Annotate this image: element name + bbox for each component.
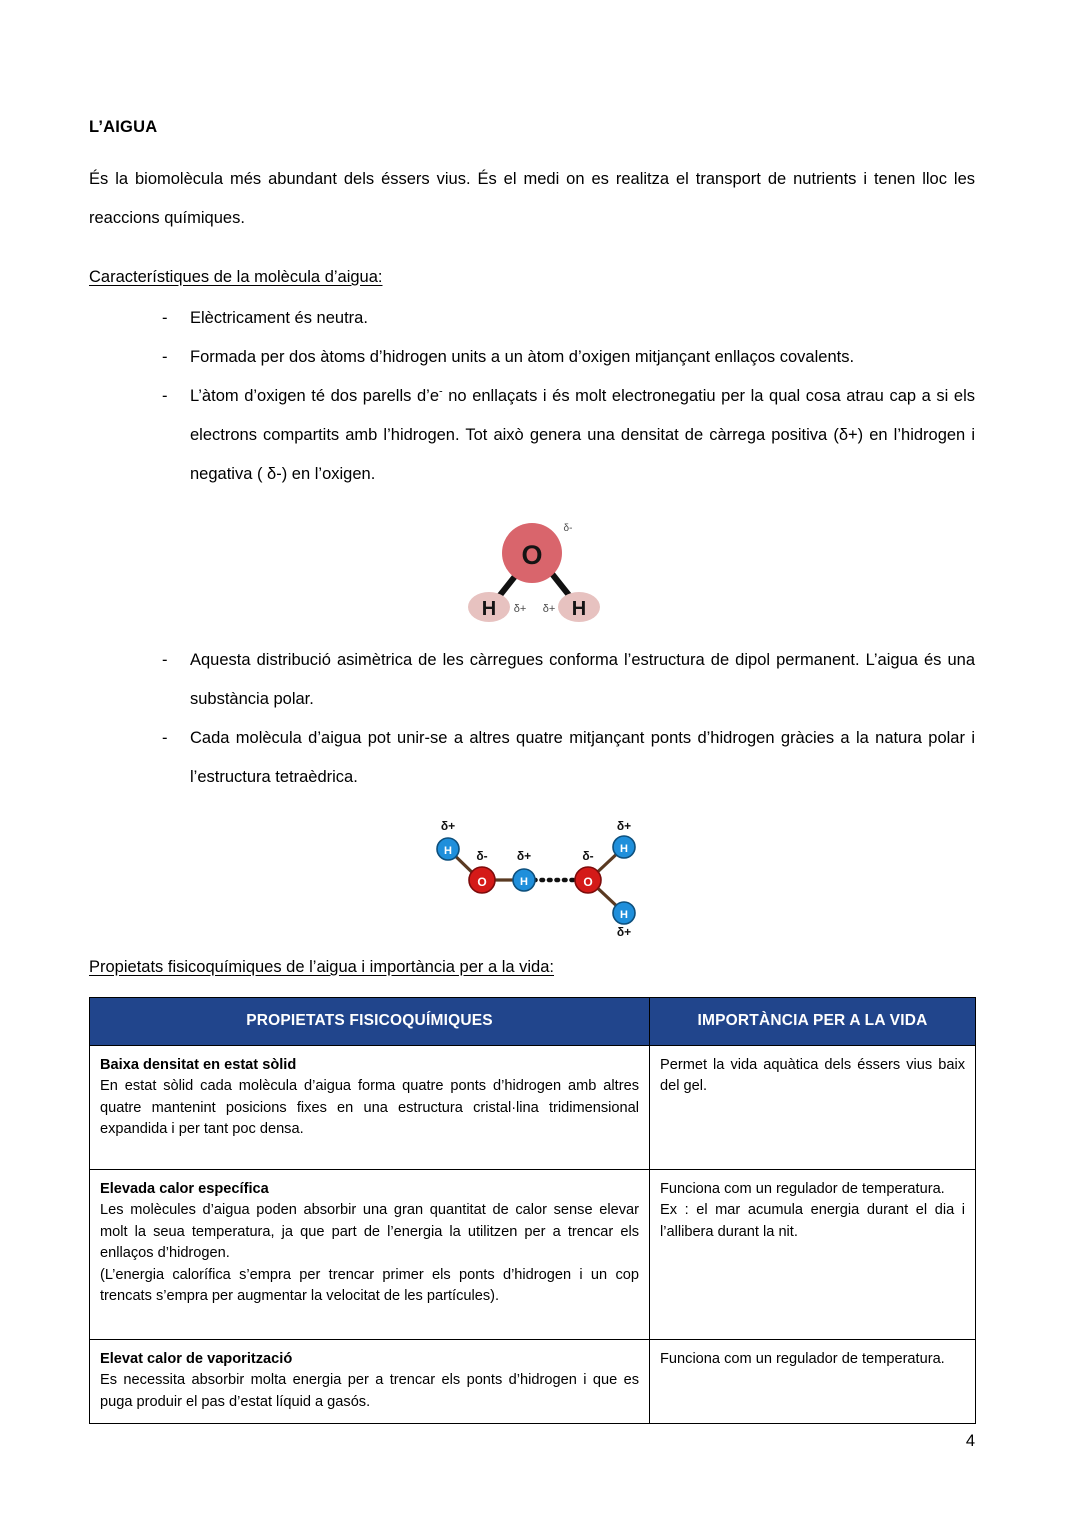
properties-heading xyxy=(89,948,975,987)
properties-table xyxy=(89,997,976,1425)
importance-line: Permet la vida aquàtica dels éssers vius baix del gel. xyxy=(660,1056,965,1095)
hydrogen-label-right: H xyxy=(571,597,587,620)
properties-heading-text: Propietats fisicoquímiques de l’aigua i importància per a la vida: xyxy=(89,957,554,976)
characteristics-heading xyxy=(89,258,975,297)
importance-line: Funciona com un regulador de temperatura. xyxy=(660,1180,945,1197)
list-item xyxy=(89,338,975,377)
table-header-row xyxy=(90,997,976,1045)
list-item xyxy=(89,641,975,719)
bullet-marker: - xyxy=(162,650,168,669)
table-row xyxy=(90,1169,976,1339)
table-head xyxy=(90,997,976,1045)
property-body: Es necessita absorbir molta energia per a trencar els ponts d’hidrogen i que es puga produir el pas d’estat líquid a gasós. xyxy=(100,1372,639,1410)
bullet-marker: - xyxy=(162,347,168,366)
water-molecule-svg xyxy=(458,508,606,630)
bullet-marker: - xyxy=(162,308,168,327)
hydrogen-bond-figure-container xyxy=(89,819,975,944)
page-title: L’AIGUA xyxy=(89,118,158,136)
electroneg-part1: L’àtom d’oxigen té dos parells d’e xyxy=(190,386,439,405)
intro-paragraph: És la biomolècula més abundant dels éssers vius. És el medi on es realitza el transport de nutrients i tenen lloc les reaccions químiques. xyxy=(89,169,975,227)
property-title: Elevat calor de vaporització xyxy=(100,1350,293,1367)
electroneg-part2: no enllaçats i és molt electronegatiu per la qual cosa atrau cap a si els electrons compartits amb l’hidrogen. Tot això genera una densitat de càrrega positiva (δ+) en l’hidrogen i negativa ( δ-) en l’oxigen. xyxy=(190,386,975,483)
table-body xyxy=(90,1045,976,1424)
list-item xyxy=(89,719,975,797)
list-item-text: Elèctricament és neutra. xyxy=(190,308,368,327)
delta-label-middle-h: δ+ xyxy=(516,848,532,863)
property-body-secondary: (L’energia calorífica s’empra per trencar primer els ponts d’hidrogen i un cop trencats s’empra per augmentar la velocitat de les partícules). xyxy=(100,1266,639,1305)
property-cell xyxy=(90,1339,650,1424)
water-molecule-figure-container xyxy=(89,508,975,635)
list-item-text xyxy=(190,377,975,494)
hydrogen-label-left: H xyxy=(481,597,497,620)
delta-negative-label: δ- xyxy=(563,522,573,534)
document-content xyxy=(89,118,975,1424)
list-item-text: Aquesta distribució asimètrica de les càrregues conforma l’estructura de dipol permanent. L’aigua és una substància polar. xyxy=(190,650,975,708)
characteristics-list xyxy=(89,299,975,494)
column-header-importance: IMPORTÀNCIA PER A LA VIDA xyxy=(650,997,976,1045)
property-title: Baixa densitat en estat sòlid xyxy=(100,1056,297,1073)
importance-cell xyxy=(650,1169,976,1339)
importance-cell xyxy=(650,1045,976,1169)
list-item xyxy=(89,299,975,338)
importance-cell xyxy=(650,1339,976,1424)
oxygen-label: O xyxy=(521,539,543,570)
hydrogen-bond-figure xyxy=(412,819,652,939)
importance-line: Funciona com un regulador de temperatura. xyxy=(660,1350,945,1367)
hydrogen-label: H xyxy=(444,844,452,857)
bullet-marker: - xyxy=(162,728,168,747)
delta-label-left-h-top: δ+ xyxy=(440,818,456,833)
page-number: 4 xyxy=(965,1432,975,1450)
property-title: Elevada calor específica xyxy=(100,1180,269,1197)
delta-label-left-o: δ- xyxy=(476,848,488,863)
delta-positive-left-label: δ+ xyxy=(513,602,527,615)
column-header-properties: PROPIETATS FISICOQUÍMIQUES xyxy=(90,997,650,1045)
table-row xyxy=(90,1045,976,1169)
water-molecule-figure xyxy=(458,508,606,630)
hydrogen-label: H xyxy=(620,842,628,855)
list-item-electronegativity xyxy=(89,377,975,494)
oxygen-label: O xyxy=(477,874,487,889)
delta-label-right-h-top: δ+ xyxy=(616,818,632,833)
delta-positive-right-label: δ+ xyxy=(542,602,556,615)
table-row xyxy=(90,1339,976,1424)
delta-label-right-h-bottom: δ+ xyxy=(616,924,632,939)
characteristics-list-continued xyxy=(89,641,975,797)
importance-line: Ex : el mar acumula energia durant el dia i l’allibera durant la nit. xyxy=(660,1202,965,1240)
property-body: Les molècules d’aigua poden absorbir una gran quantitat de calor sense elevar molt la seua temperatura, ja que part de l’energia la utilitzen per a trencar els enllaços d’hidrogen. xyxy=(100,1202,639,1262)
oxygen-label: O xyxy=(583,874,593,889)
hydrogen-bond-svg xyxy=(412,819,652,939)
bullet-marker: - xyxy=(162,386,168,405)
hydrogen-label: H xyxy=(520,875,528,888)
hydrogen-label: H xyxy=(620,908,628,921)
delta-label-right-o: δ- xyxy=(582,848,594,863)
property-body: En estat sòlid cada molècula d’aigua forma quatre ponts d’hidrogen amb altres quatre mantenint posicions fixes en una estructura cristal·lina tridimensional expandida i per tant poc densa. xyxy=(100,1078,639,1138)
list-item-text: Formada per dos àtoms d’hidrogen units a un àtom d’oxigen mitjançant enllaços covalents. xyxy=(190,347,855,366)
characteristics-heading-text: Característiques de la molècula d’aigua: xyxy=(89,267,383,286)
list-item-text: Cada molècula d’aigua pot unir-se a altres quatre mitjançant ponts d’hidrogen gràcies a la natura polar i l’estructura tetraèdrica. xyxy=(190,728,975,786)
property-cell xyxy=(90,1169,650,1339)
electron-superscript: - xyxy=(439,385,443,398)
property-cell xyxy=(90,1045,650,1169)
